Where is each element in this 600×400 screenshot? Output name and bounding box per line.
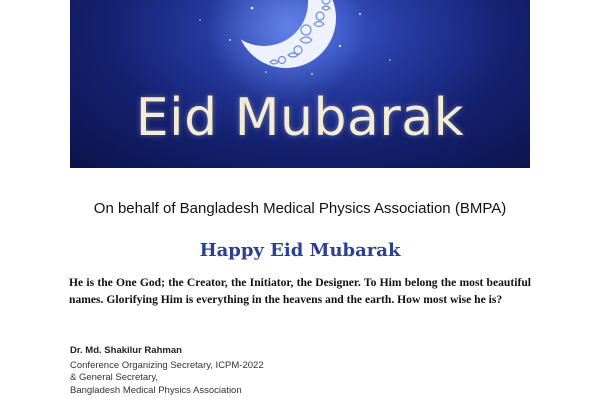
behalf-line: On behalf of Bangladesh Medical Physics Association (BMPA): [93, 200, 507, 217]
signatory-title-line-1: Conference Organizing Secretary, ICPM-2022: [70, 359, 264, 371]
signatory-title-line-2: & General Secretary,: [70, 372, 159, 383]
signature-block: [70, 345, 530, 397]
eid-banner: [70, 0, 530, 168]
greeting-heading: Happy Eid Mubarak: [199, 240, 401, 261]
signatory-name: Dr. Md. Shakilur Rahman: [70, 345, 182, 356]
banner-title: Eid Mubarak: [135, 88, 465, 148]
signatory-title-line-3: Bangladesh Medical Physics Association: [70, 384, 242, 396]
verse-paragraph: He is the One God; the Creator, the Initiator, the Designer. To Him belong the most beautiful names. Glorifying Him is everything in the heavens and the earth. How most wise he is?: [69, 276, 531, 306]
